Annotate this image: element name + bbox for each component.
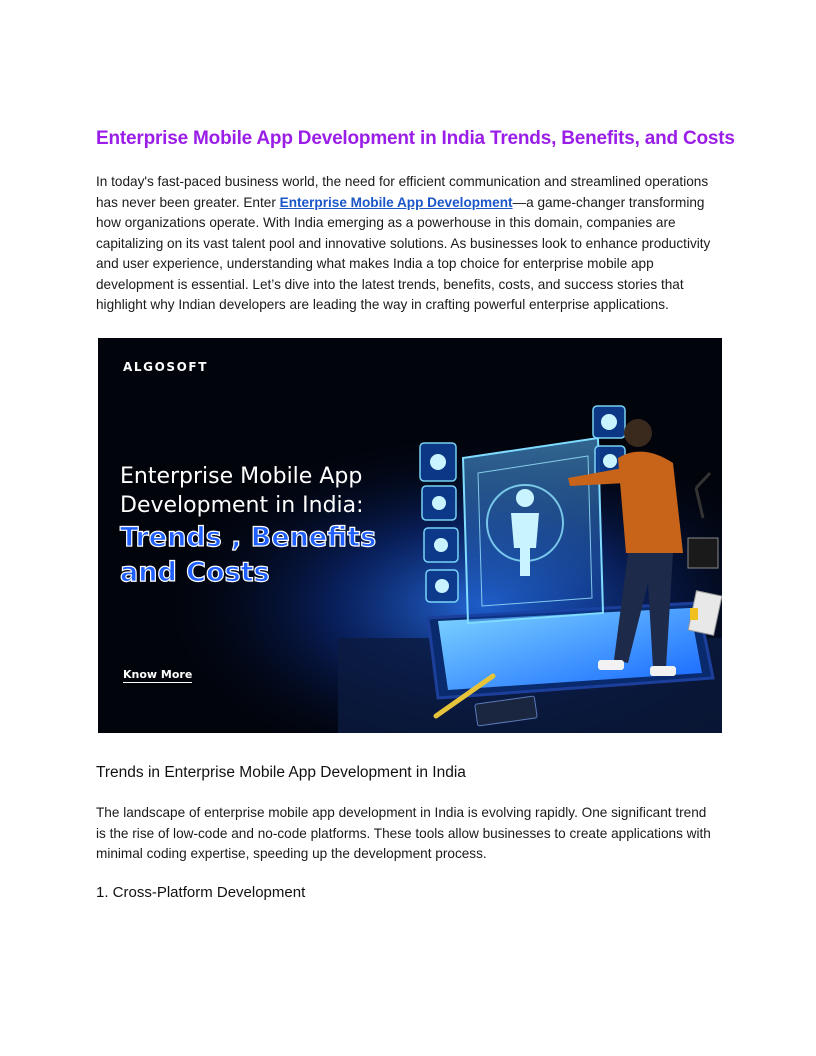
know-more-link[interactable]: Know More (123, 668, 193, 681)
hero-banner-image[interactable] (98, 338, 722, 733)
brand-logo: ALGOSOFT (123, 360, 209, 374)
banner-highlight-line-1: Trends , Benefits (120, 522, 377, 553)
trends-paragraph: The landscape of enterprise mobile app development in India is evolving rapidly. One significant trend is the rise of low-code and no-code platforms. These tools allow businesses to create applications with minimal coding expertise, speeding up the development process. (96, 805, 711, 861)
banner-title-line-2: Development in India: (120, 493, 364, 518)
enterprise-app-link[interactable]: Enterprise Mobile App Development (279, 194, 513, 210)
banner-title (120, 462, 364, 520)
subsection-heading-cross-platform: 1. Cross-Platform Development (96, 884, 306, 901)
page-title: Enterprise Mobile App Development in India Trends, Benefits, and Costs (96, 128, 735, 149)
intro-text-after: —a game-changer transforming how organizations operate. With India emerging as a powerhouse in this domain, companies are capitalizing on its vast talent pool and innovative solutions. As businesses look to enhance productivity and user experience, understanding what makes India a top choice for enterprise mobile app development is essential. Let’s dive into the latest trends, benefits, costs, and success stories that highlight why Indian developers are leading the way in crafting powerful enterprise applications. (96, 194, 711, 312)
banner-highlight (120, 520, 376, 590)
intro-paragraph (96, 172, 718, 316)
section-heading-trends: Trends in Enterprise Mobile App Development in India (96, 764, 466, 781)
banner-title-line-1: Enterprise Mobile App (120, 464, 363, 489)
intro-text-before: In today's fast-paced business world, the need for efficient communication and streamlined operations has never been greater. Enter (96, 174, 709, 210)
banner-highlight-line-2: and Costs (120, 557, 270, 588)
